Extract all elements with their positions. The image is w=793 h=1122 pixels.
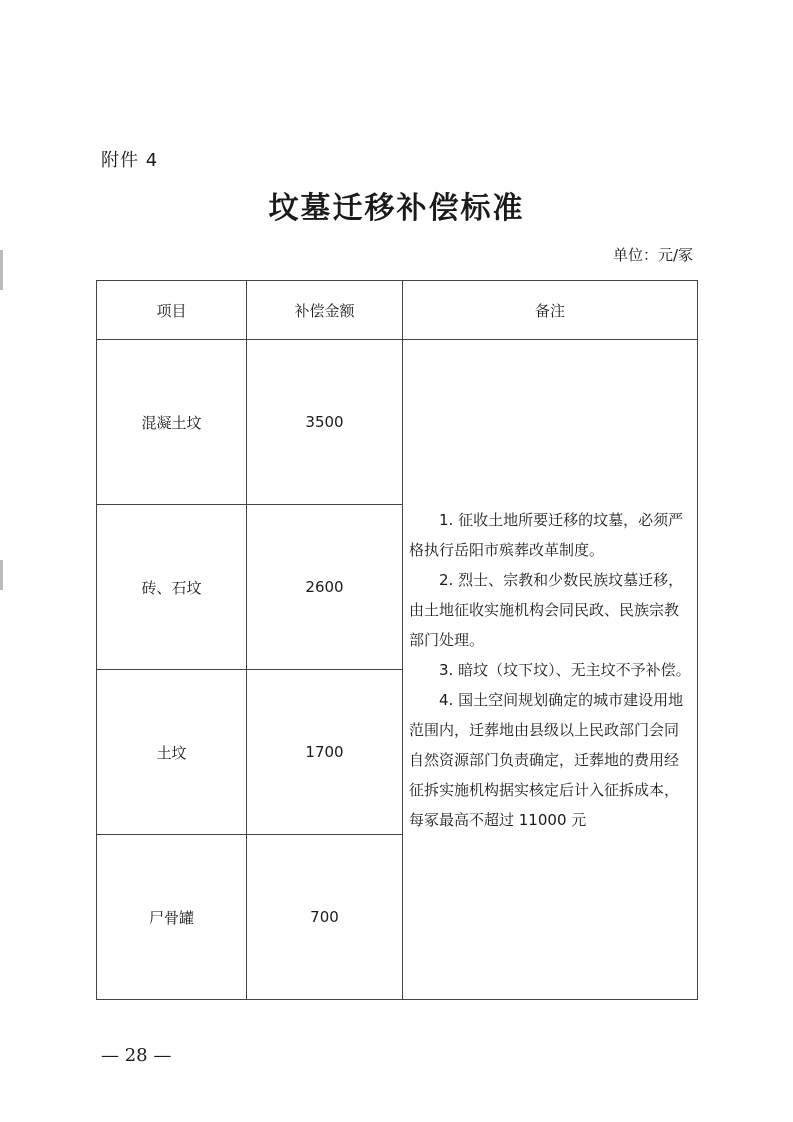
attachment-label: 附件 4 xyxy=(101,150,159,171)
table-row xyxy=(97,340,698,505)
note-paragraph: 1. 征收土地所要迁移的坟墓，必须严格执行岳阳市殡葬改革制度。 xyxy=(409,510,684,559)
scan-edge-mark xyxy=(0,250,3,290)
amount-cell: 1700 xyxy=(247,670,403,835)
table-header-row xyxy=(97,281,698,340)
note-paragraph: 3. 暗坟（坟下坟）、无主坟不予补偿。 xyxy=(439,660,691,679)
amount-cell: 700 xyxy=(247,835,403,1000)
compensation-table xyxy=(96,280,698,1000)
column-header-item: 项目 xyxy=(97,281,247,340)
page-number: — 28 — xyxy=(101,1045,172,1066)
item-cell: 砖、石坟 xyxy=(97,505,247,670)
item-cell: 尸骨罐 xyxy=(97,835,247,1000)
document-title: 坟墓迁移补偿标准 xyxy=(268,191,525,226)
amount-cell: 3500 xyxy=(247,340,403,505)
unit-label: 单位：元/冢 xyxy=(612,246,693,264)
notes-cell xyxy=(403,340,698,1000)
scan-edge-mark xyxy=(0,560,3,590)
item-cell: 混凝土坟 xyxy=(97,340,247,505)
column-header-amount: 补偿金额 xyxy=(247,281,403,340)
item-cell: 土坟 xyxy=(97,670,247,835)
note-paragraph: 4. 国土空间规划确定的城市建设用地范围内，迁葬地由县级以上民政部门会同自然资源部门负责确定，迁葬地的费用经征拆实施机构据实核定后计入征拆成本，每冢最高不超过 11000 元 xyxy=(409,690,684,829)
column-header-notes: 备注 xyxy=(403,281,698,340)
amount-cell: 2600 xyxy=(247,505,403,670)
note-paragraph: 2. 烈士、宗教和少数民族坟墓迁移，由土地征收实施机构会同民政、民族宗教部门处理。 xyxy=(409,570,684,649)
